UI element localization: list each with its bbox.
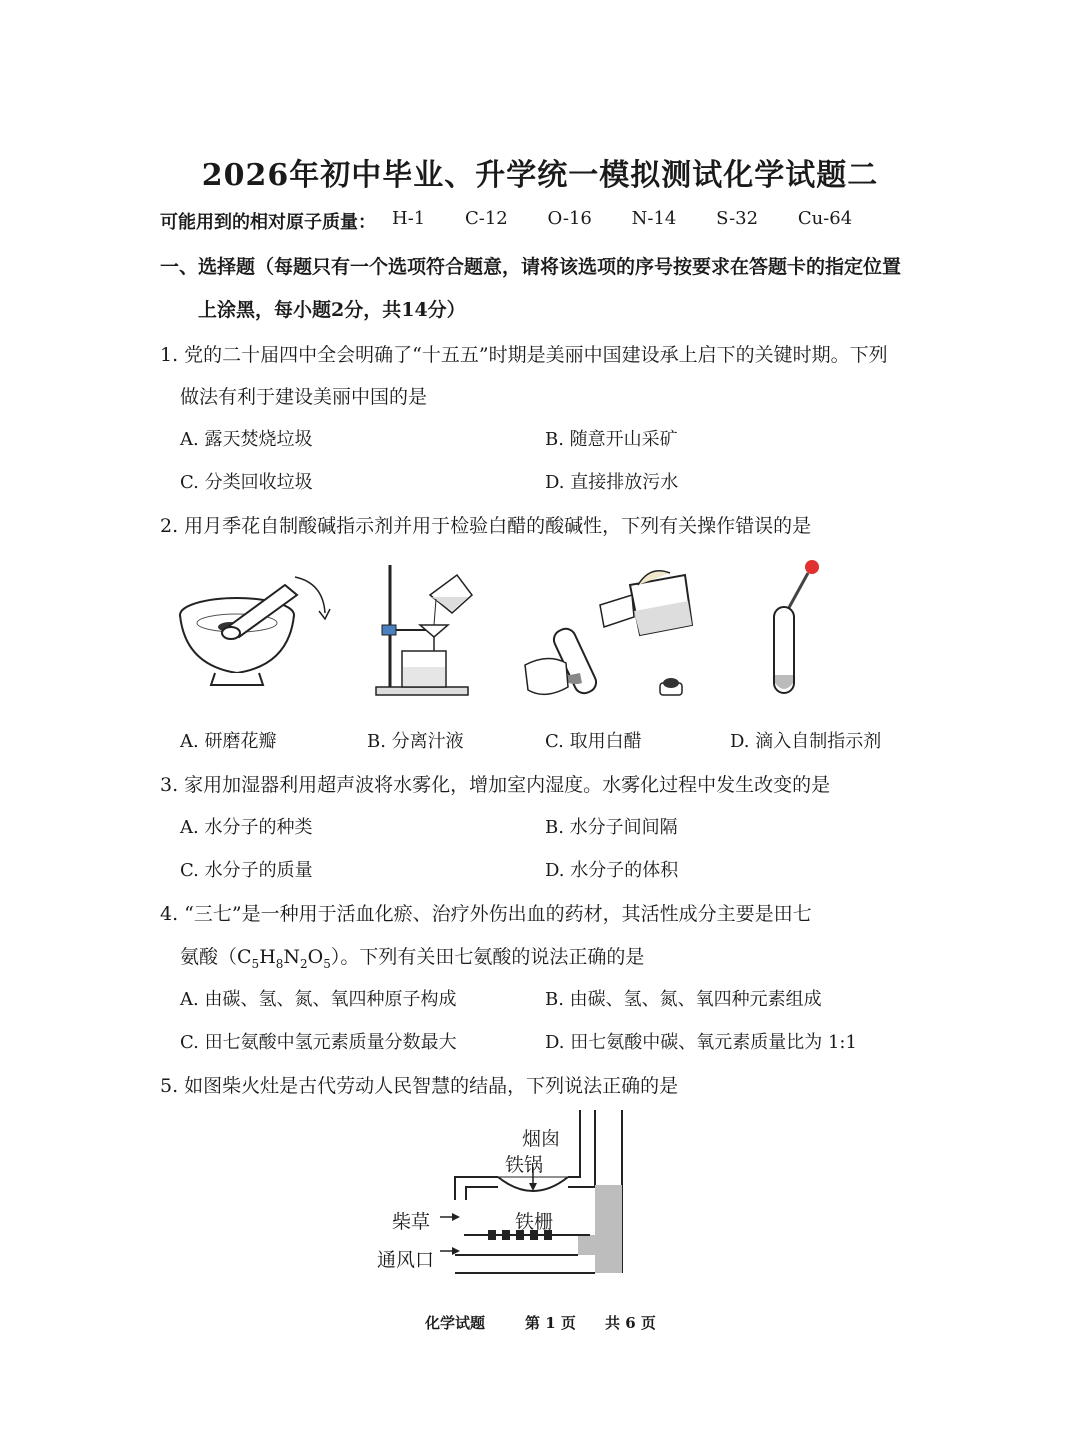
label-vent: 通风口 [377, 1249, 435, 1271]
q1-option-c: C. 分类回收垃圾 [180, 472, 313, 493]
q4-option-d: D. 田七氨酸中碳、氧元素质量比为 1:1 [545, 1032, 857, 1053]
pouring-figure [520, 555, 700, 705]
q4-stem-line2: 氨酸$(C_5H_8N_2O_5)$。下列有关田七氨酸的说法正确的是 [180, 946, 645, 971]
footer-total-pages: 共 6 页 [605, 1314, 656, 1332]
label-firewood: 柴草 [392, 1211, 431, 1233]
atomic-mass-s: S-32 [716, 208, 759, 229]
section-heading-line1: 一、选择题（每题只有一个选项符合题意，请将该选项的序号按要求在答题卡的指定位置 [160, 256, 902, 278]
q1-option-d: D. 直接排放污水 [545, 472, 679, 493]
q2-option-d: D. 滴入自制指示剂 [730, 731, 882, 752]
atomic-mass-cu: Cu-64 [797, 208, 853, 229]
atomic-mass-n: N-14 [631, 208, 677, 229]
q3-option-a: A. 水分子的种类 [180, 817, 313, 838]
exam-title: 2026年初中毕业、升学统一模拟测试化学试题二 [201, 158, 879, 193]
label-pot: 铁锅 [505, 1154, 544, 1176]
q1-stem-line2: 做法有利于建设美丽中国的是 [180, 386, 428, 408]
atomic-mass-h: H-1 [392, 208, 426, 229]
atomic-mass-c: C-12 [464, 208, 508, 229]
q1-option-b: B. 随意开山采矿 [545, 429, 678, 450]
q4-stem-line1: 4. “三七”是一种用于活血化瘀、治疗外伤出血的药材，其活性成分主要是田七 [160, 903, 812, 925]
q1-option-a: A. 露天焚烧垃圾 [180, 429, 313, 450]
q1-stem-line1: 1. 党的二十届四中全会明确了“十五五”时期是美丽中国建设承上启下的关键时期。下列 [160, 344, 888, 366]
q5-stem: 5. 如图柴火灶是古代劳动人民智慧的结晶，下列说法正确的是 [160, 1075, 679, 1097]
q4-option-b: B. 由碳、氢、氮、氧四种元素组成 [545, 989, 822, 1010]
q3-option-b: B. 水分子间间隔 [545, 817, 678, 838]
q2-stem: 2. 用月季花自制酸碱指示剂并用于检验白醋的酸碱性，下列有关操作错误的是 [160, 515, 812, 537]
q3-option-c: C. 水分子的质量 [180, 860, 313, 881]
label-grate: 铁栅 [515, 1211, 554, 1233]
q4-option-a: A. 由碳、氢、氮、氧四种原子构成 [180, 989, 457, 1010]
footer-subject: 化学试题 [425, 1314, 486, 1332]
filtration-figure [372, 555, 482, 700]
atomic-mass-list [392, 208, 886, 229]
atomic-mass-label: 可能用到的相对原子质量： [160, 212, 376, 233]
q3-stem: 3. 家用加湿器利用超声波将水雾化，增加室内湿度。水雾化过程中发生改变的是 [160, 774, 831, 796]
section-heading-line2: 上涂黑，每小题2分，共14分） [198, 299, 466, 321]
footer-page-number: 第 1 页 [525, 1314, 576, 1332]
dropper-figure [760, 555, 840, 700]
mortar-pestle-figure [175, 565, 340, 695]
q4-option-c: C. 田七氨酸中氢元素质量分数最大 [180, 1032, 457, 1053]
q2-option-c: C. 取用白醋 [545, 731, 642, 752]
q3-option-d: D. 水分子的体积 [545, 860, 679, 881]
label-chimney: 烟囱 [522, 1128, 561, 1150]
q2-option-b: B. 分离汁液 [367, 731, 464, 752]
q2-option-a: A. 研磨花瓣 [180, 731, 277, 752]
atomic-mass-o: O-16 [547, 208, 592, 229]
